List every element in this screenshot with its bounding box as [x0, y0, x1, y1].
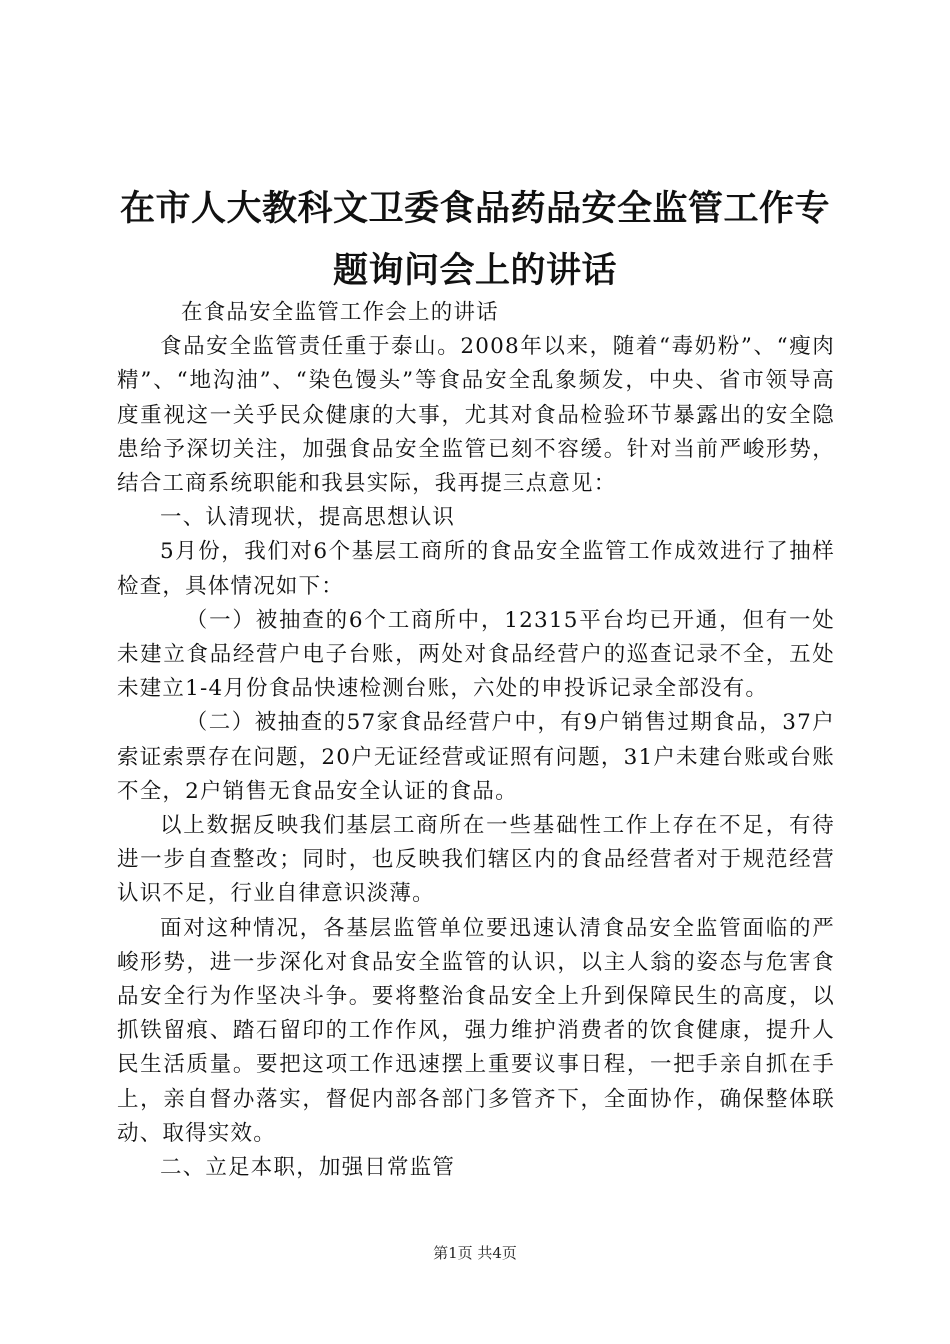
paragraph-finding-2: （二）被抽查的57家食品经营户中，有9户销售过期食品，37户索证索票存在问题，20户无证经营或证照有问题，31户未建台账或台账不全，2户销售无食品安全认证的食品。	[117, 710, 835, 804]
paragraph-subtitle: 在食品安全监管工作会上的讲话	[181, 300, 499, 325]
section-heading-2: 二、立足本职，加强日常监管	[160, 1155, 456, 1181]
document-body	[117, 296, 835, 1185]
page-number-footer: 第1页 共4页	[433, 1244, 517, 1262]
section-heading-1: 一、认清现状，提高思想认识	[160, 505, 456, 531]
document-title: 在市人大教科文卫委食品药品安全监管工作专题询问会上的讲话	[119, 188, 830, 291]
paragraph-intro: 食品安全监管责任重于泰山。2008年以来，随着“毒奶粉”、“瘦肉精”、“地沟油”、“染色馒头”等食品安全乱象频发，中央、省市领导高度重视这一关乎民众健康的大事，尤其对食品检验环节暴露出的安全隐患给予深切关注，加强食品安全监管已刻不容缓。针对当前严峻形势，结合工商系统职能和我县实际，我再提三点意见：	[117, 334, 835, 497]
paragraph-requirements: 面对这种情况，各基层监管单位要迅速认清食品安全监管面临的严峻形势，进一步深化对食品安全监管的认识，以主人翁的姿态与危害食品安全行为作坚决斗争。要将整治食品安全上升到保障民生的高度，以抓铁留痕、踏石留印的工作作风，强力维护消费者的饮食健康，提升人民生活质量。要把这项工作迅速摆上重要议事日程，一把手亲自抓在手上，亲自督办落实，督促内部各部门多管齐下，全面协作，确保整体联动、取得实效。	[117, 915, 835, 1146]
paragraph-inspection: 5月份，我们对6个基层工商所的食品安全监管工作成效进行了抽样检查，具体情况如下：	[117, 539, 835, 599]
paragraph-analysis: 以上数据反映我们基层工商所在一些基础性工作上存在不足，有待进一步自查整改；同时，也反映我们辖区内的食品经营者对于规范经营认识不足，行业自律意识淡薄。	[117, 813, 835, 907]
paragraph-finding-1: （一）被抽查的6个工商所中，12315平台均已开通，但有一处未建立食品经营户电子台账，两处对食品经营户的巡查记录不全，五处未建立1-4月份食品快速检测台账，六处的申投诉记录全部没有。	[117, 607, 835, 702]
